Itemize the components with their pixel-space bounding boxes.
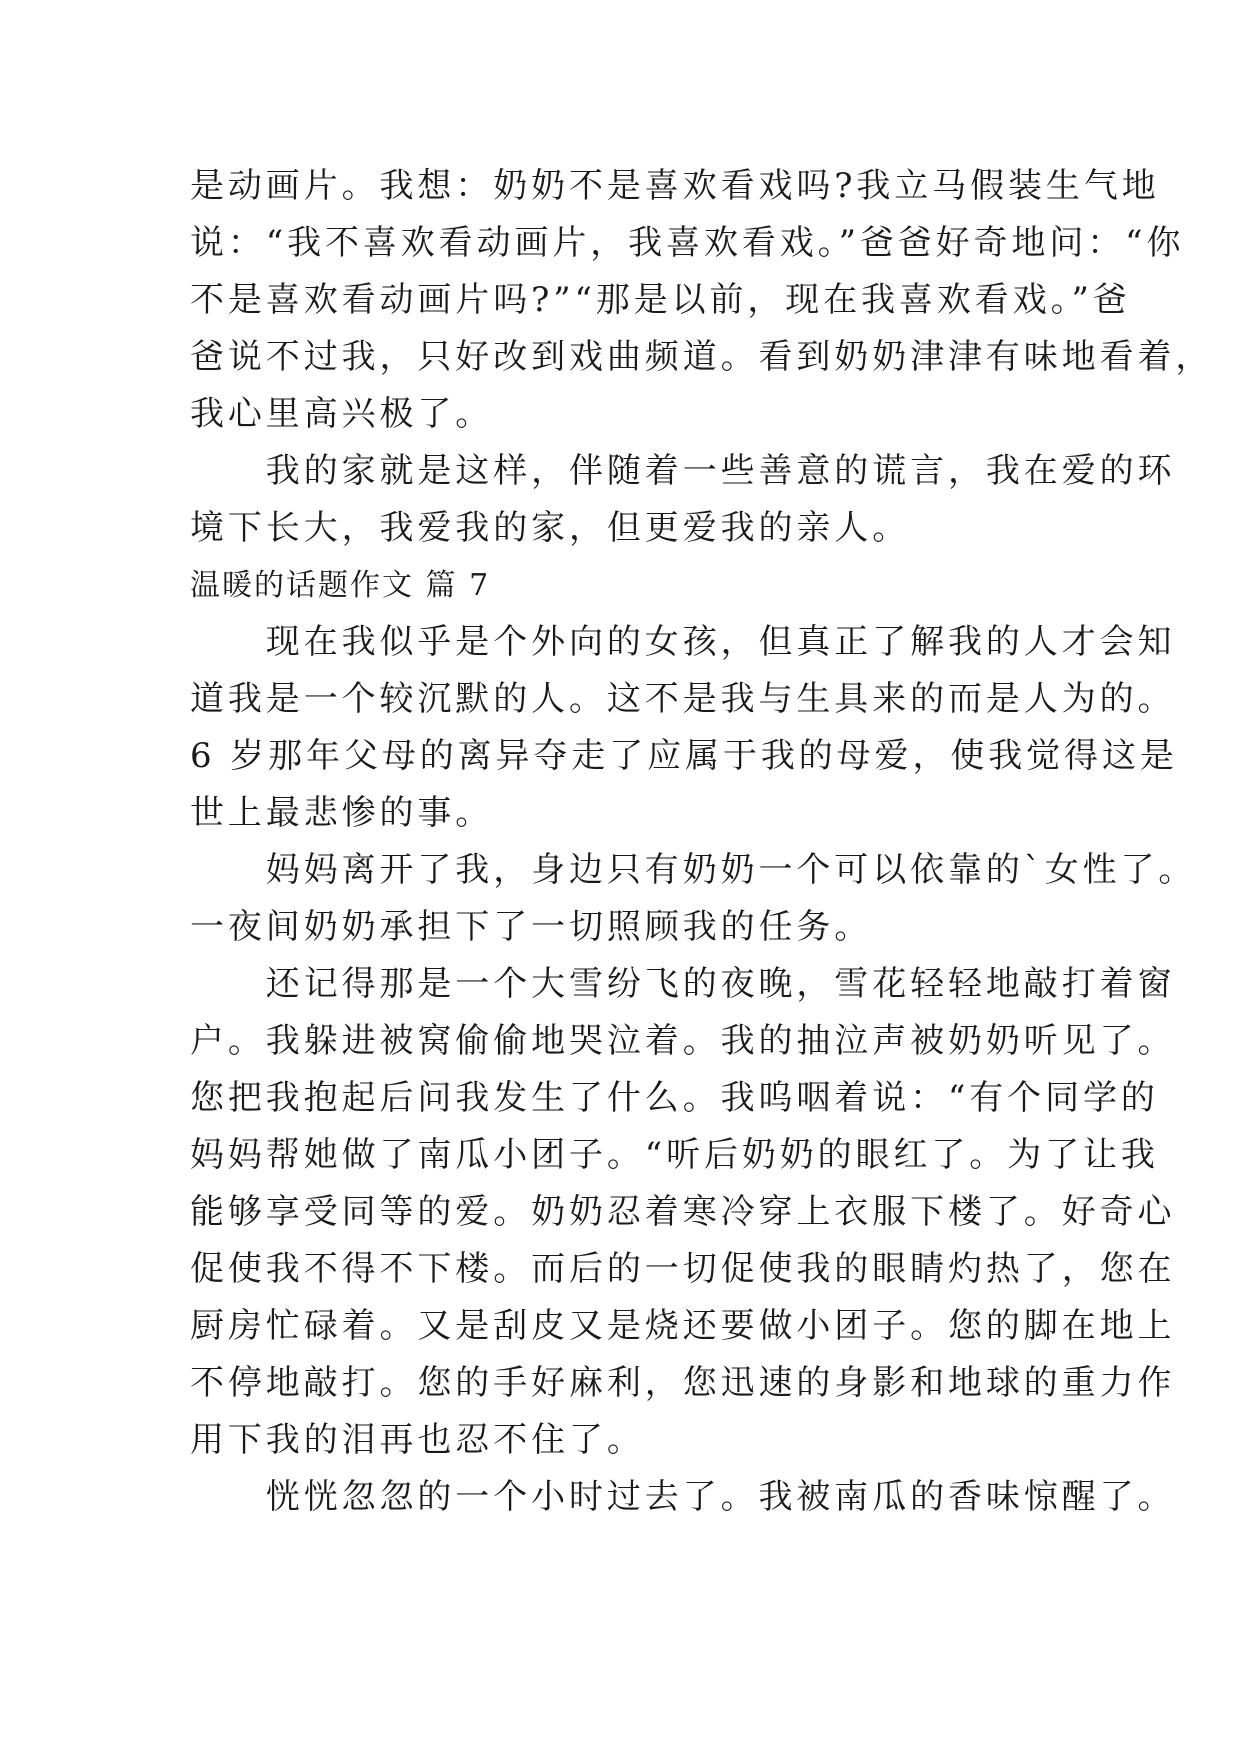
text-line: 您把我抱起后问我发生了什么。我呜咽着说：“有个同学的 (190, 1078, 1159, 1118)
text-line: 我的家就是这样，伴随着一些善意的谎言，我在爱的环 (190, 451, 1176, 491)
text-line: 是动画片。我想：奶奶不是喜欢看戏吗?我立马假装生气地 (190, 166, 1160, 206)
text-line: 还记得那是一个大雪纷飞的夜晚，雪花轻轻地敲打着窗 (190, 964, 1176, 1004)
text-line: 爸说不过我，只好改到戏曲频道。看到奶奶津津有味地看着， (190, 337, 1214, 377)
text-line: 户。我躲进被窝偷偷地哭泣着。我的抽泣声被奶奶听见了。 (190, 1021, 1176, 1061)
text-line: 用下我的泪再也忍不住了。 (190, 1420, 645, 1460)
text-line: 恍恍忽忽的一个小时过去了。我被南瓜的香味惊醒了。 (190, 1477, 1176, 1517)
text-line: 6 岁那年父母的离异夺走了应属于我的母爱，使我觉得这是 (190, 736, 1178, 776)
text-line: 妈妈帮她做了南瓜小团子。“听后奶奶的眼红了。为了让我 (190, 1135, 1159, 1175)
section-heading: 温暖的话题作文 篇 7 (190, 568, 491, 603)
text-line: 一夜间奶奶承担下了一切照顾我的任务。 (190, 907, 873, 947)
text-line: 不停地敲打。您的手好麻利，您迅速的身影和地球的重力作 (190, 1363, 1176, 1403)
text-line: 道我是一个较沉默的人。这不是我与生具来的而是人为的。 (190, 679, 1176, 719)
text-line: 不是喜欢看动画片吗?”“那是以前，现在我喜欢看戏。”爸 (190, 280, 1131, 320)
text-line: 妈妈离开了我，身边只有奶奶一个可以依靠的`女性了。 (190, 850, 1197, 890)
text-line: 能够享受同等的爱。奶奶忍着寒冷穿上衣服下楼了。好奇心 (190, 1192, 1176, 1232)
text-line: 世上最悲惨的事。 (190, 793, 494, 833)
text-line: 说：“我不喜欢看动画片，我喜欢看戏。”爸爸好奇地问：“你 (190, 223, 1185, 263)
text-line: 境下长大，我爱我的家，但更爱我的亲人。 (190, 508, 911, 548)
text-line: 厨房忙碌着。又是刮皮又是烧还要做小团子。您的脚在地上 (190, 1306, 1176, 1346)
text-line: 现在我似乎是个外向的女孩，但真正了解我的人才会知 (190, 622, 1176, 662)
text-line: 我心里高兴极了。 (190, 394, 494, 434)
text-line: 促使我不得不下楼。而后的一切促使我的眼睛灼热了，您在 (190, 1249, 1176, 1289)
